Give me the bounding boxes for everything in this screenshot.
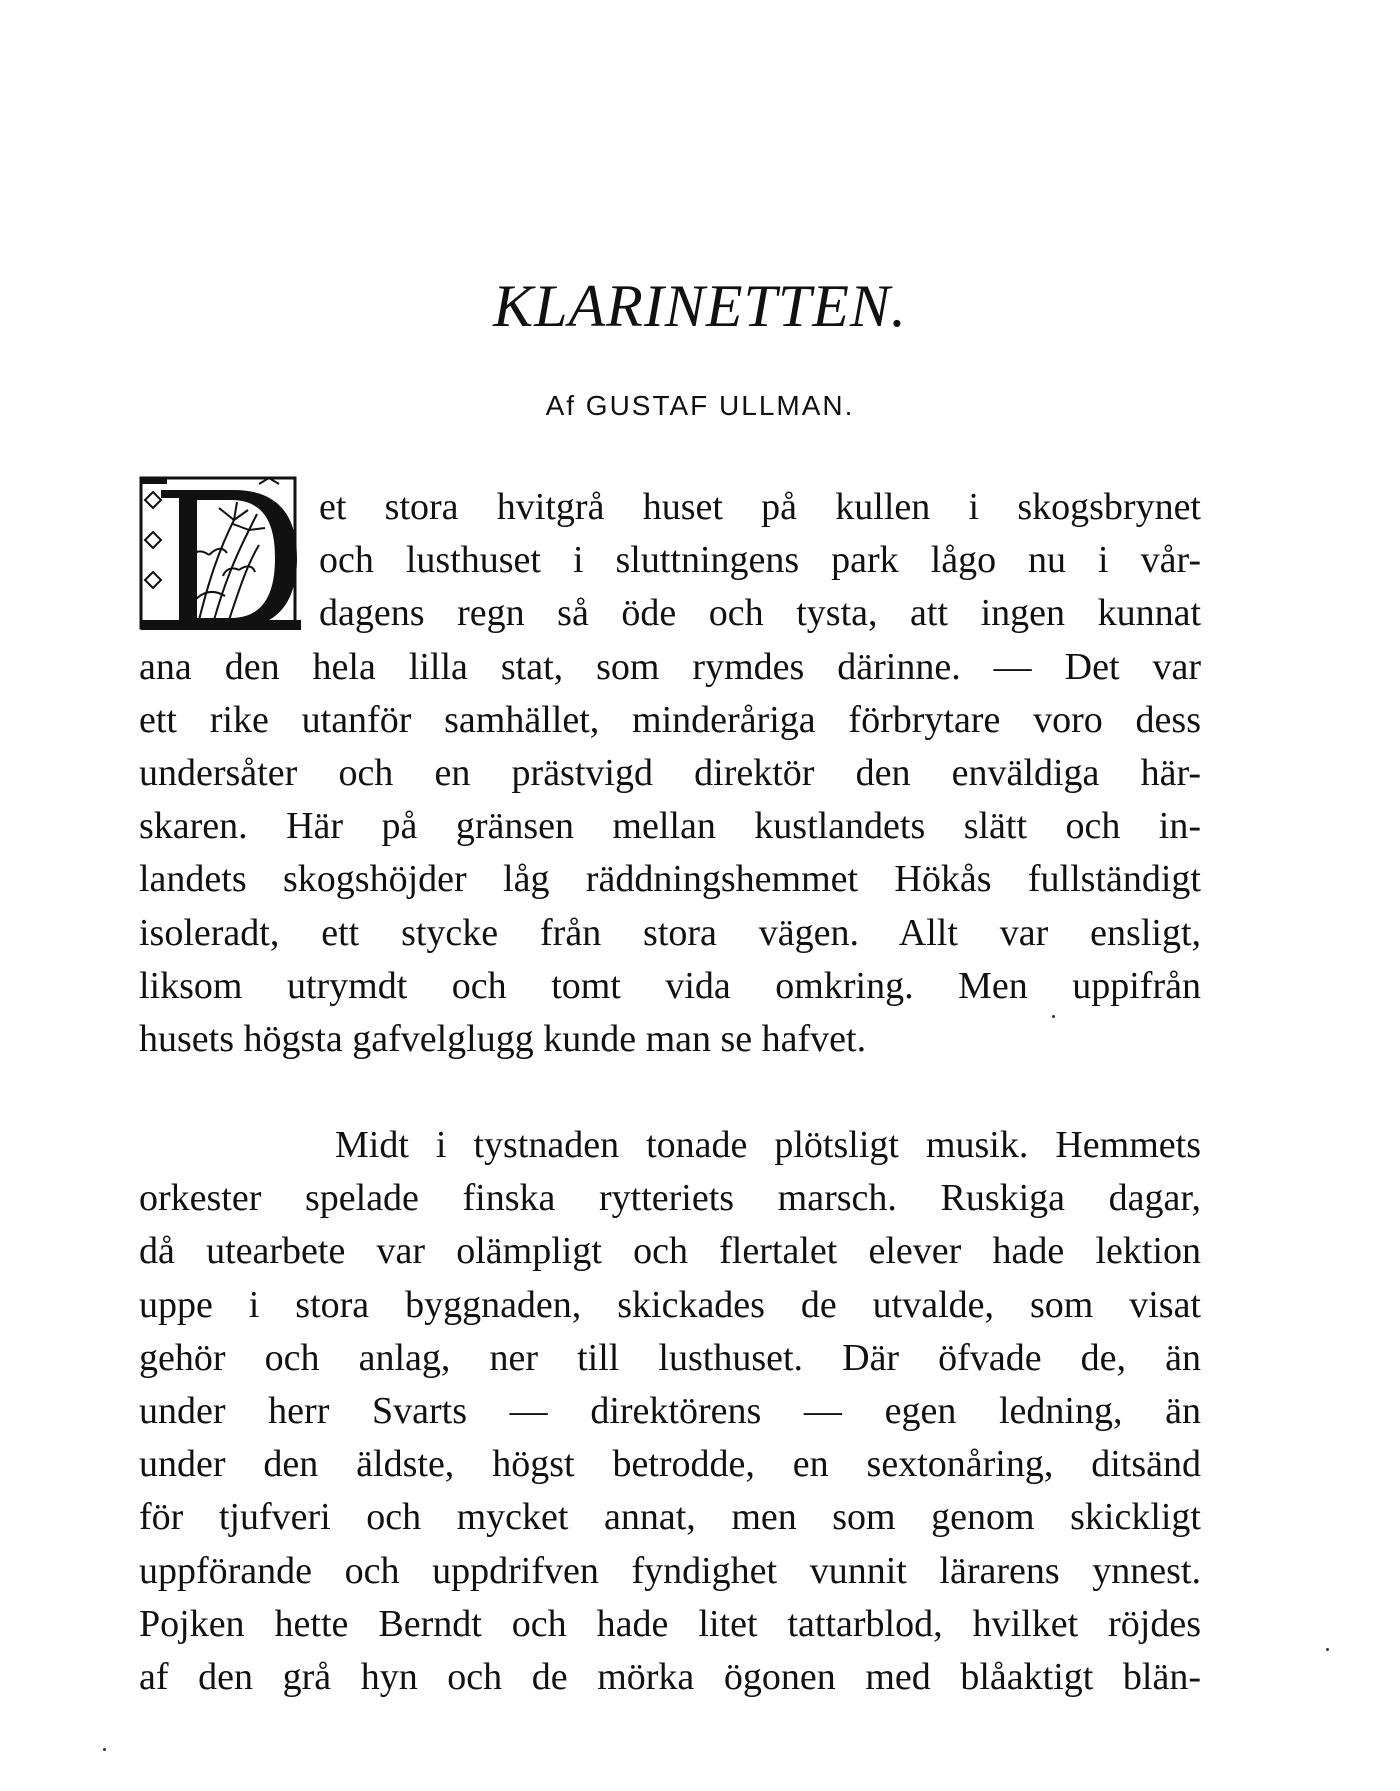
text-line: ana den hela lilla stat, som rymdes därinne. — Det var	[139, 645, 1201, 688]
text-line: gehör och anlag, ner till lusthuset. Där öfvade de, än	[139, 1336, 1201, 1379]
article-body	[139, 481, 1201, 1704]
text-line: då utearbete var olämpligt och flertalet elever hade lektion	[139, 1230, 1201, 1273]
print-speck	[103, 1748, 106, 1751]
print-speck	[1326, 1648, 1329, 1651]
text-line: och lusthuset i sluttningens park lågo nu i vår-	[319, 539, 1201, 582]
text-line: husets högsta gafvelglugg kunde man se hafvet.	[139, 1017, 867, 1060]
text-line: skaren. Här på gränsen mellan kustlandets slätt och in-	[139, 805, 1201, 848]
print-speck	[1052, 1015, 1055, 1018]
text-line: ett rike utanför samhället, minderåriga förbrytare voro dess	[139, 698, 1201, 741]
text-line: isoleradt, ett stycke från stora vägen. Allt var ensligt,	[139, 911, 1201, 954]
text-line: af den grå hyn och de mörka ögonen med blåaktigt blän-	[139, 1655, 1201, 1698]
text-line: Pojken hette Berndt och hade litet tattarblod, hvilket röjdes	[139, 1602, 1201, 1645]
text-line: under den äldste, högst betrodde, en sextonåring, ditsänd	[139, 1443, 1201, 1486]
text-line: för tjufveri och mycket annat, men som genom skickligt	[139, 1496, 1201, 1539]
text-line: liksom utrymdt och tomt vida omkring. Men uppifrån	[139, 964, 1201, 1007]
text-line: uppförande och uppdrifven fyndighet vunnit lärarens ynnest.	[139, 1549, 1201, 1592]
text-line: Midt i tystnaden tonade plötsligt musik. Hemmets	[335, 1124, 1201, 1167]
text-line: dagens regn så öde och tysta, att ingen kunnat	[319, 592, 1201, 635]
text-line: under herr Svarts — direktörens — egen ledning, än	[139, 1390, 1201, 1432]
text-line: landets skogshöjder låg räddningshemmet Hökås fullständigt	[139, 858, 1201, 901]
text-line: orkester spelade finska rytteriets marsch. Ruskiga dagar,	[139, 1177, 1201, 1220]
text-line: et stora hvitgrå huset på kullen i skogsbrynet	[319, 486, 1201, 528]
paragraph-1	[139, 481, 1201, 1066]
text-line: undersåter och en prästvigd direktör den enväldiga här-	[139, 751, 1201, 794]
paragraph-gap	[139, 1066, 1201, 1119]
text-line: uppe i stora byggnaden, skickades de utvalde, som visat	[139, 1283, 1201, 1326]
paragraph-2	[139, 1119, 1201, 1704]
story-title: KLARINETTEN.	[493, 273, 907, 339]
author-byline: Af GUSTAF ULLMAN.	[545, 390, 855, 421]
